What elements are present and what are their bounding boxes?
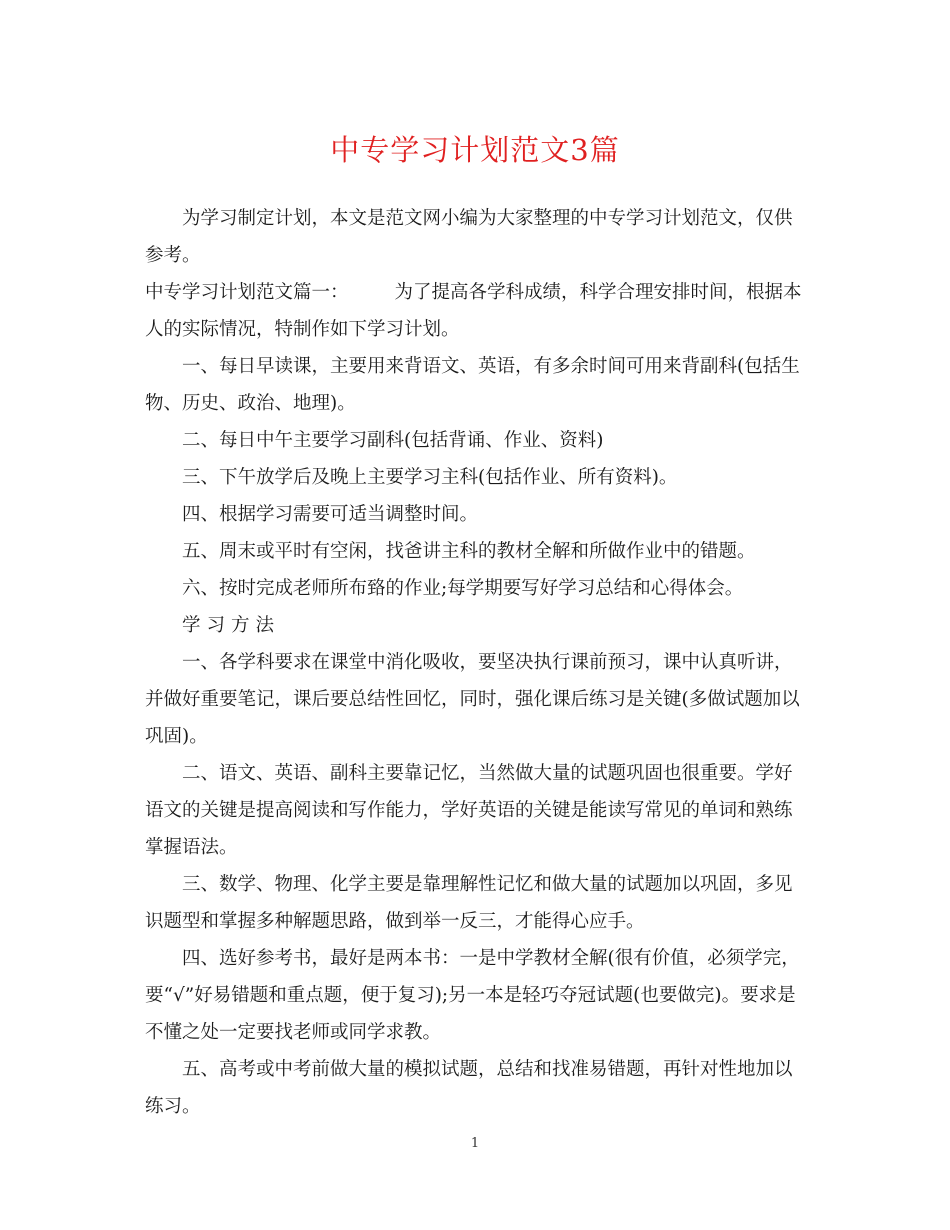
schedule-item: 四、根据学习需要可适当调整时间。 [182,504,479,525]
schedule-item: 二、每日中午主要学习副科(包括背诵、作业、资料) [182,430,604,451]
document-body [145,200,809,1125]
schedule-item: 一、每日早读课，主要用来背语文、英语，有多余时间可用来背副科(包括生物、历史、政治、地理)。 [145,356,800,414]
schedule-item: 五、周末或平时有空闲，找爸讲主科的教材全解和所做作业中的错题。 [182,541,756,562]
page-title: 中专学习计划范文3篇 [330,133,620,167]
methods-heading: 学习方法 [182,615,281,636]
schedule-item: 六、按时完成老师所布臵的作业;每学期要写好学习总结和心得体会。 [182,578,744,599]
method-item: 二、语文、英语、副科主要靠记忆，当然做大量的试题巩固也很重要。学好语文的关键是提高阅读和写作能力，学好英语的关键是能读写常见的单词和熟练掌握语法。 [145,763,793,858]
method-item: 四、选好参考书，最好是两本书：一是中学教材全解(很有价值，必须学完，要“√”好易错题和重点题，便于复习);另一本是轻巧夺冠试题(也要做完)。要求是不懂之处一定要找老师或同学求教。 [145,948,800,1043]
plan-heading-paragraph [145,274,809,348]
method-item: 一、各学科要求在课堂中消化吸收，要坚决执行课前预习，课中认真听讲，并做好重要笔记，课后要总结性回忆，同时，强化课后练习是关键(多做试题加以巩固)。 [145,652,800,747]
page-number: 1 [470,1136,480,1151]
plan-label: 中专学习计划范文篇一： [145,282,349,303]
method-item: 三、数学、物理、化学主要是靠理解性记忆和做大量的试题加以巩固，多见识题型和掌握多种解题思路，做到举一反三，才能得心应手。 [145,874,793,932]
schedule-item: 三、下午放学后及晚上主要学习主科(包括作业、所有资料)。 [182,467,678,488]
method-item: 五、高考或中考前做大量的模拟试题，总结和找准易错题，再针对性地加以练习。 [145,1059,793,1117]
intro-paragraph: 为学习制定计划，本文是范文网小编为大家整理的中专学习计划范文，仅供参考。 [145,208,793,266]
plan-intro: 为了提高各学科成绩，科学合理安排时间，根据本人的实际情况，特制作如下学习计划。 [145,282,802,340]
